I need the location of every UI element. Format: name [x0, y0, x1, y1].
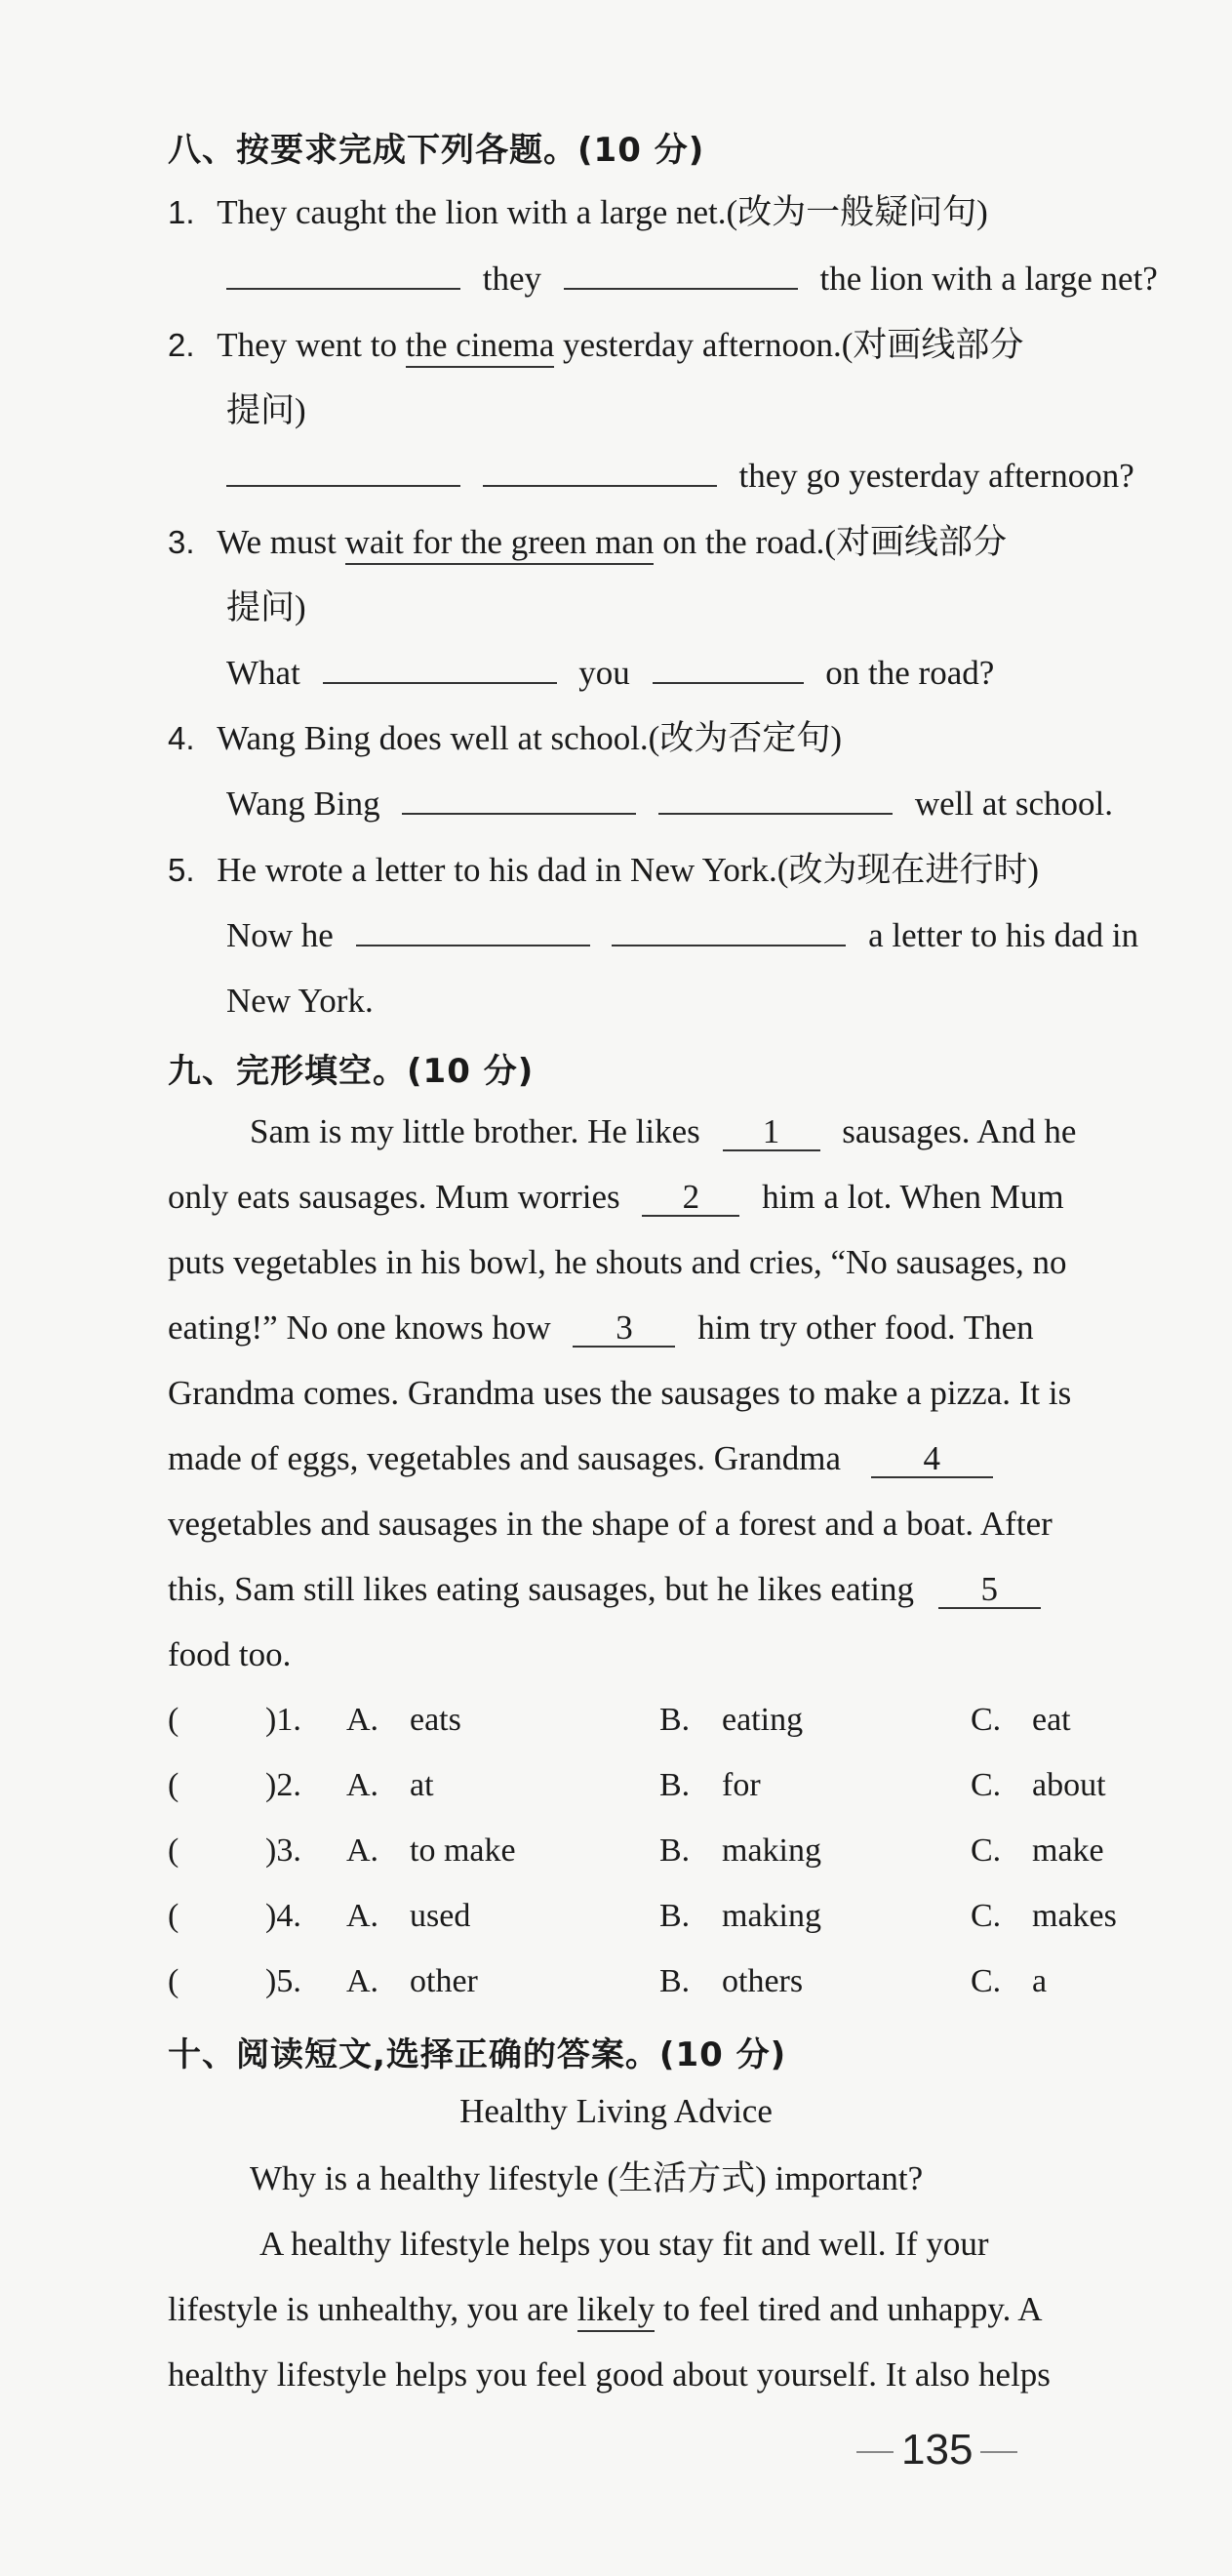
cloze-blank-1[interactable]: 1 [723, 1114, 820, 1151]
option-number: )2. [265, 1767, 301, 1803]
section9-title: 九、完形填空。(10 分) [168, 1052, 535, 1091]
cloze-line: only eats sausages. Mum worries 2 him a lot. When Mum [168, 1178, 1064, 1216]
answer-blank[interactable] [483, 456, 717, 487]
option-b-label: B. [659, 1767, 691, 1803]
underlined-phrase: wait for the green man [345, 523, 655, 565]
cloze-line: Sam is my little brother. He likes 1 sausages. And he [250, 1112, 1077, 1150]
option-a[interactable]: other [410, 1963, 478, 1999]
option-a-label: A. [346, 1832, 379, 1869]
answer-paren[interactable]: ( [168, 1963, 179, 1999]
option-number: )3. [265, 1832, 301, 1869]
passage-line: A healthy lifestyle helps you stay fit and well. If your [259, 2225, 989, 2263]
answer-blank[interactable] [653, 653, 804, 684]
option-b[interactable]: others [722, 1963, 804, 1999]
answer-paren[interactable]: ( [168, 1702, 179, 1738]
q2-line1: 2. They went to the cinema yesterday afternoon.(对画线部分 [168, 324, 1023, 367]
option-a-label: A. [346, 1702, 379, 1738]
option-number: )4. [265, 1898, 301, 1934]
option-c[interactable]: eat [1032, 1702, 1071, 1738]
answer-blank[interactable] [323, 653, 557, 684]
page-number: 135 [849, 2426, 1025, 2475]
cloze-blank-2[interactable]: 2 [642, 1180, 739, 1217]
passage-line: lifestyle is unhealthy, you are likely to feel tired and unhappy. A [168, 2288, 1042, 2331]
cloze-blank-3[interactable]: 3 [573, 1310, 675, 1348]
option-a[interactable]: to make [410, 1832, 516, 1869]
passage-question: Why is a healthy lifestyle (生活方式) important? [250, 2159, 924, 2197]
cloze-blank-4[interactable]: 4 [871, 1441, 993, 1478]
q2-line3: they go yesterday afternoon? [226, 455, 1134, 498]
option-a-label: A. [346, 1767, 379, 1803]
q4-line2: Wang Bing well at school. [226, 785, 1113, 823]
cloze-line: food too. [168, 1635, 292, 1673]
option-c[interactable]: about [1032, 1767, 1106, 1803]
option-a[interactable]: eats [410, 1702, 461, 1738]
answer-blank[interactable] [612, 915, 846, 946]
option-b[interactable]: eating [722, 1702, 804, 1738]
cloze-line: this, Sam still likes eating sausages, but he likes eating 5 [168, 1568, 1041, 1611]
answer-blank[interactable] [658, 784, 893, 815]
passage-line: healthy lifestyle helps you feel good about yourself. It also helps [168, 2355, 1051, 2394]
option-c-label: C. [971, 1702, 1002, 1738]
q3-line2: 提问) [226, 588, 306, 626]
passage-heading: Healthy Living Advice [459, 2092, 773, 2130]
option-c-label: C. [971, 1898, 1002, 1934]
q4-line1: 4. Wang Bing does well at school.(改为否定句) [168, 719, 842, 757]
cloze-blank-5[interactable]: 5 [938, 1572, 1041, 1609]
answer-blank[interactable] [402, 784, 636, 815]
underlined-word: likely [577, 2290, 656, 2332]
option-c-label: C. [971, 1832, 1002, 1869]
answer-paren[interactable]: ( [168, 1832, 179, 1869]
underlined-phrase: the cinema [406, 326, 555, 368]
option-c-label: C. [971, 1963, 1002, 1999]
answer-blank[interactable] [356, 915, 590, 946]
q3-line1: 3. We must wait for the green man on the road.(对画线部分 [168, 521, 1007, 564]
q5-line2: Now he a letter to his dad in [226, 916, 1139, 954]
option-b-label: B. [659, 1898, 691, 1934]
option-b[interactable]: for [722, 1767, 761, 1803]
section8-title: 八、按要求完成下列各题。(10 分) [168, 131, 705, 170]
option-b-label: B. [659, 1702, 691, 1738]
q5-line3: New York. [226, 982, 374, 1020]
answer-blank[interactable] [226, 259, 460, 290]
answer-paren[interactable]: ( [168, 1767, 179, 1803]
q3-line3: What you on the road? [226, 654, 995, 692]
option-b[interactable]: making [722, 1832, 821, 1869]
option-a-label: A. [346, 1898, 379, 1934]
answer-paren[interactable]: ( [168, 1898, 179, 1934]
option-c[interactable]: make [1032, 1832, 1104, 1869]
cloze-line: eating!” No one knows how 3 him try other food. Then [168, 1308, 1034, 1347]
option-b[interactable]: making [722, 1898, 821, 1934]
dash-right [980, 2451, 1017, 2453]
option-number: )5. [265, 1963, 301, 1999]
q2-line2: 提问) [226, 391, 306, 429]
section10-title: 十、阅读短文,选择正确的答案。(10 分) [168, 2035, 787, 2074]
cloze-line: Grandma comes. Grandma uses the sausages to make a pizza. It is [168, 1374, 1072, 1412]
cloze-line: puts vegetables in his bowl, he shouts and cries, “No sausages, no [168, 1243, 1067, 1281]
option-a[interactable]: used [410, 1898, 471, 1934]
option-a[interactable]: at [410, 1767, 434, 1803]
answer-blank[interactable] [226, 456, 460, 487]
option-number: )1. [265, 1702, 301, 1738]
option-b-label: B. [659, 1963, 691, 1999]
option-c[interactable]: makes [1032, 1898, 1117, 1934]
cloze-line: made of eggs, vegetables and sausages. Grandma 4 [168, 1437, 993, 1480]
cloze-line: vegetables and sausages in the shape of a forest and a boat. After [168, 1505, 1053, 1543]
option-c[interactable]: a [1032, 1963, 1048, 1999]
q1-line2: they the lion with a large net? [226, 258, 1158, 301]
option-a-label: A. [346, 1963, 379, 1999]
answer-blank[interactable] [564, 259, 798, 290]
option-b-label: B. [659, 1832, 691, 1869]
q1-line1: 1. They caught the lion with a large net.(改为一般疑问句) [168, 193, 988, 231]
option-c-label: C. [971, 1767, 1002, 1803]
dash-left [856, 2451, 894, 2453]
q5-line1: 5. He wrote a letter to his dad in New York.(改为现在进行时) [168, 851, 1040, 889]
